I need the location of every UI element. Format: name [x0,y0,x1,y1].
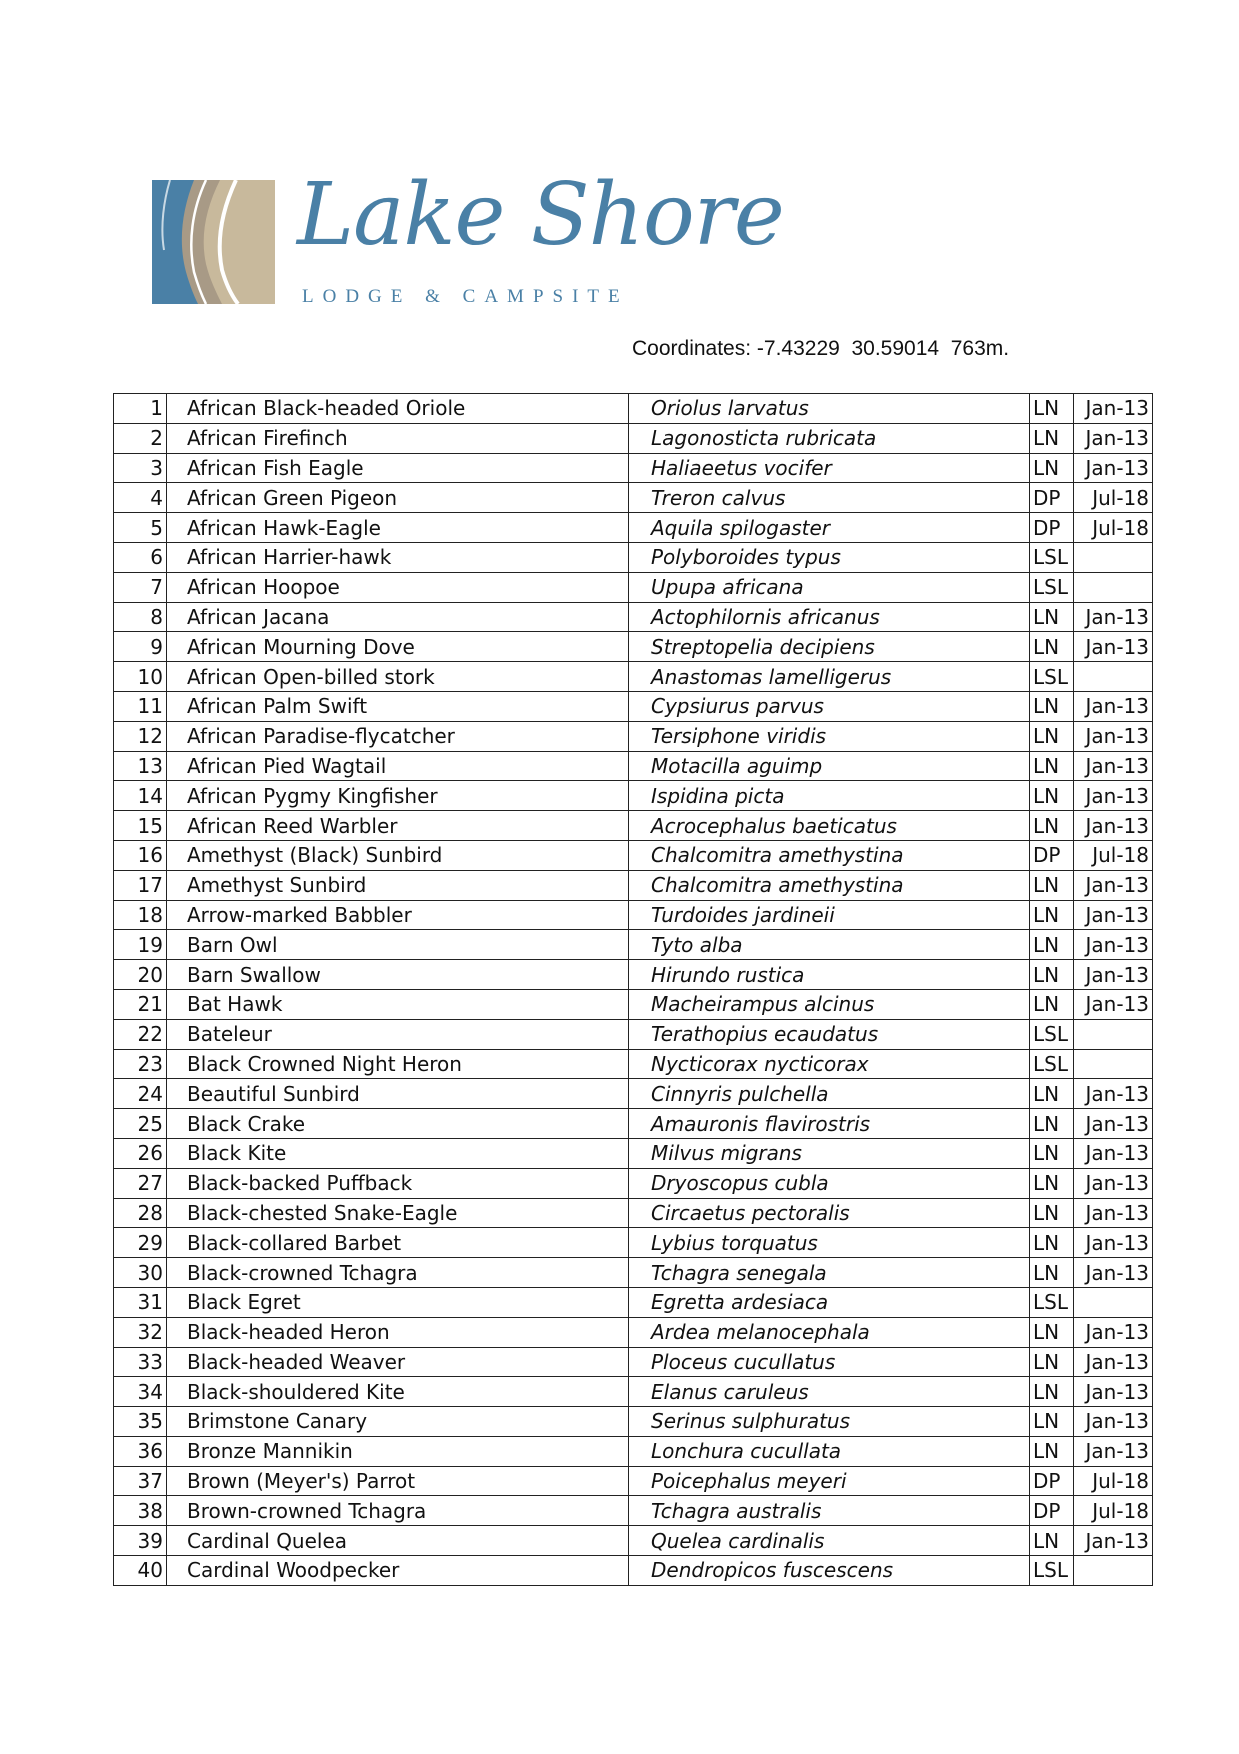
common-name: Brown-crowned Tchagra [167,1496,629,1526]
scientific-name: Treron calvus [629,483,1030,513]
scientific-name: Actophilornis africanus [629,602,1030,632]
lake-shore-logo [152,165,784,317]
row-number: 9 [114,632,167,662]
common-name: African Jacana [167,602,629,632]
row-number: 11 [114,691,167,721]
table-row [114,960,1153,990]
scientific-name: Chalcomitra amethystina [629,870,1030,900]
table-row [114,483,1153,513]
scientific-name: Anastomas lamelligerus [629,662,1030,692]
common-name: African Firefinch [167,423,629,453]
location-code: LN [1030,394,1074,424]
sighting-date: Jan-13 [1074,870,1153,900]
location-code: LSL [1030,572,1074,602]
scientific-name: Circaetus pectoralis [629,1198,1030,1228]
location-code: LN [1030,1347,1074,1377]
table-row [114,691,1153,721]
row-number: 8 [114,602,167,632]
row-number: 5 [114,513,167,543]
row-number: 30 [114,1258,167,1288]
common-name: Barn Swallow [167,960,629,990]
common-name: Black Crake [167,1109,629,1139]
scientific-name: Tyto alba [629,930,1030,960]
location-code: LN [1030,1377,1074,1407]
row-number: 13 [114,751,167,781]
sighting-date [1074,1049,1153,1079]
table-row [114,781,1153,811]
row-number: 3 [114,453,167,483]
sighting-date [1074,1019,1153,1049]
scientific-name: Ispidina picta [629,781,1030,811]
location-code: LSL [1030,662,1074,692]
logo-subtitle: LODGE & CAMPSITE [302,286,629,307]
common-name: African Palm Swift [167,691,629,721]
logo-title: Lake Shore [297,165,784,265]
common-name: Arrow-marked Babbler [167,900,629,930]
common-name: Black-chested Snake-Eagle [167,1198,629,1228]
common-name: African Fish Eagle [167,453,629,483]
table-row [114,1436,1153,1466]
table-row [114,840,1153,870]
common-name: African Paradise-flycatcher [167,721,629,751]
location-code: LSL [1030,1049,1074,1079]
scientific-name: Ploceus cucullatus [629,1347,1030,1377]
location-code: LSL [1030,1556,1074,1586]
row-number: 18 [114,900,167,930]
table-row [114,811,1153,841]
scientific-name: Motacilla aguimp [629,751,1030,781]
sighting-date: Jan-13 [1074,1138,1153,1168]
table-row [114,513,1153,543]
sighting-date: Jan-13 [1074,602,1153,632]
sighting-date: Jul-18 [1074,1496,1153,1526]
common-name: Brown (Meyer's) Parrot [167,1466,629,1496]
scientific-name: Terathopius ecaudatus [629,1019,1030,1049]
table-row [114,930,1153,960]
sighting-date: Jul-18 [1074,513,1153,543]
location-code: LN [1030,691,1074,721]
common-name: African Pied Wagtail [167,751,629,781]
row-number: 2 [114,423,167,453]
location-code: LN [1030,751,1074,781]
row-number: 28 [114,1198,167,1228]
location-code: LN [1030,632,1074,662]
sighting-date [1074,542,1153,572]
table-row [114,1377,1153,1407]
sighting-date: Jan-13 [1074,394,1153,424]
location-code: LN [1030,1258,1074,1288]
table-row [114,1317,1153,1347]
row-number: 6 [114,542,167,572]
common-name: Amethyst Sunbird [167,870,629,900]
sighting-date: Jan-13 [1074,900,1153,930]
sighting-date: Jan-13 [1074,960,1153,990]
row-number: 38 [114,1496,167,1526]
scientific-name: Hirundo rustica [629,960,1030,990]
row-number: 4 [114,483,167,513]
common-name: Black-collared Barbet [167,1228,629,1258]
table-row [114,1079,1153,1109]
common-name: Amethyst (Black) Sunbird [167,840,629,870]
common-name: African Black-headed Oriole [167,394,629,424]
row-number: 19 [114,930,167,960]
location-code: LN [1030,453,1074,483]
logo-wave-mark [152,180,275,304]
location-code: LN [1030,930,1074,960]
row-number: 36 [114,1436,167,1466]
location-code: LN [1030,1138,1074,1168]
location-code: DP [1030,1466,1074,1496]
sighting-date: Jan-13 [1074,751,1153,781]
row-number: 29 [114,1228,167,1258]
common-name: Brimstone Canary [167,1407,629,1437]
common-name: Cardinal Woodpecker [167,1556,629,1586]
scientific-name: Ardea melanocephala [629,1317,1030,1347]
scientific-name: Lonchura cucullata [629,1436,1030,1466]
row-number: 25 [114,1109,167,1139]
sighting-date: Jan-13 [1074,1526,1153,1556]
location-code: LN [1030,1228,1074,1258]
table-row [114,1556,1153,1586]
table-row [114,1228,1153,1258]
common-name: Black-crowned Tchagra [167,1258,629,1288]
location-code: DP [1030,513,1074,543]
row-number: 34 [114,1377,167,1407]
row-number: 16 [114,840,167,870]
location-code: LN [1030,1198,1074,1228]
sighting-date: Jan-13 [1074,453,1153,483]
scientific-name: Streptopelia decipiens [629,632,1030,662]
scientific-name: Haliaeetus vocifer [629,453,1030,483]
row-number: 33 [114,1347,167,1377]
common-name: Black-headed Weaver [167,1347,629,1377]
scientific-name: Lybius torquatus [629,1228,1030,1258]
table-row [114,1049,1153,1079]
common-name: Black-headed Heron [167,1317,629,1347]
common-name: African Mourning Dove [167,632,629,662]
row-number: 39 [114,1526,167,1556]
table-row [114,1198,1153,1228]
common-name: African Harrier-hawk [167,542,629,572]
scientific-name: Tersiphone viridis [629,721,1030,751]
table-row [114,989,1153,1019]
sighting-date: Jul-18 [1074,1466,1153,1496]
sighting-date: Jan-13 [1074,1317,1153,1347]
bird-species-table [113,393,1153,1586]
scientific-name: Quelea cardinalis [629,1526,1030,1556]
common-name: Cardinal Quelea [167,1526,629,1556]
row-number: 32 [114,1317,167,1347]
scientific-name: Elanus caruleus [629,1377,1030,1407]
sighting-date: Jul-18 [1074,840,1153,870]
scientific-name: Cinnyris pulchella [629,1079,1030,1109]
location-code: LN [1030,960,1074,990]
location-code: LN [1030,1168,1074,1198]
scientific-name: Oriolus larvatus [629,394,1030,424]
scientific-name: Dendropicos fuscescens [629,1556,1030,1586]
sighting-date [1074,572,1153,602]
location-code: LN [1030,602,1074,632]
location-code: DP [1030,1496,1074,1526]
sighting-date: Jul-18 [1074,483,1153,513]
common-name: African Green Pigeon [167,483,629,513]
scientific-name: Upupa africana [629,572,1030,602]
common-name: African Hawk-Eagle [167,513,629,543]
scientific-name: Amauronis flavirostris [629,1109,1030,1139]
common-name: African Reed Warbler [167,811,629,841]
row-number: 1 [114,394,167,424]
row-number: 24 [114,1079,167,1109]
common-name: Bateleur [167,1019,629,1049]
sighting-date: Jan-13 [1074,691,1153,721]
common-name: African Pygmy Kingfisher [167,781,629,811]
table-row [114,870,1153,900]
table-row [114,602,1153,632]
table-row [114,572,1153,602]
row-number: 12 [114,721,167,751]
sighting-date: Jan-13 [1074,989,1153,1019]
common-name: Beautiful Sunbird [167,1079,629,1109]
scientific-name: Nycticorax nycticorax [629,1049,1030,1079]
location-code: LN [1030,1317,1074,1347]
scientific-name: Acrocephalus baeticatus [629,811,1030,841]
common-name: Bronze Mannikin [167,1436,629,1466]
common-name: Black-shouldered Kite [167,1377,629,1407]
table-row [114,751,1153,781]
scientific-name: Polyboroides typus [629,542,1030,572]
location-code: DP [1030,840,1074,870]
location-code: LN [1030,989,1074,1019]
sighting-date: Jan-13 [1074,1347,1153,1377]
common-name: Bat Hawk [167,989,629,1019]
row-number: 14 [114,781,167,811]
table-row [114,423,1153,453]
scientific-name: Dryoscopus cubla [629,1168,1030,1198]
row-number: 15 [114,811,167,841]
row-number: 37 [114,1466,167,1496]
row-number: 31 [114,1287,167,1317]
location-code: LN [1030,870,1074,900]
table-row [114,1287,1153,1317]
sighting-date: Jan-13 [1074,1109,1153,1139]
row-number: 7 [114,572,167,602]
sighting-date: Jan-13 [1074,781,1153,811]
common-name: Black Kite [167,1138,629,1168]
location-code: LN [1030,423,1074,453]
sighting-date: Jan-13 [1074,632,1153,662]
scientific-name: Egretta ardesiaca [629,1287,1030,1317]
scientific-name: Macheirampus alcinus [629,989,1030,1019]
scientific-name: Tchagra senegala [629,1258,1030,1288]
coordinates-text: Coordinates: -7.43229 30.59014 763m. [632,337,1010,360]
sighting-date: Jan-13 [1074,811,1153,841]
scientific-name: Tchagra australis [629,1496,1030,1526]
table-row [114,1019,1153,1049]
location-code: LN [1030,1109,1074,1139]
common-name: Black-backed Puffback [167,1168,629,1198]
location-code: LSL [1030,1019,1074,1049]
row-number: 17 [114,870,167,900]
row-number: 10 [114,662,167,692]
table-row [114,1258,1153,1288]
sighting-date: Jan-13 [1074,1079,1153,1109]
scientific-name: Milvus migrans [629,1138,1030,1168]
row-number: 20 [114,960,167,990]
row-number: 22 [114,1019,167,1049]
table-row [114,1109,1153,1139]
common-name: Barn Owl [167,930,629,960]
location-code: LSL [1030,542,1074,572]
common-name: African Open-billed stork [167,662,629,692]
sighting-date: Jan-13 [1074,423,1153,453]
scientific-name: Lagonosticta rubricata [629,423,1030,453]
table-row [114,1407,1153,1437]
table-row [114,1168,1153,1198]
location-code: LN [1030,1436,1074,1466]
common-name: Black Egret [167,1287,629,1317]
location-code: LN [1030,781,1074,811]
sighting-date: Jan-13 [1074,721,1153,751]
scientific-name: Cypsiurus parvus [629,691,1030,721]
table-row [114,1347,1153,1377]
row-number: 35 [114,1407,167,1437]
location-code: DP [1030,483,1074,513]
table-row [114,1496,1153,1526]
sighting-date: Jan-13 [1074,1228,1153,1258]
sighting-date: Jan-13 [1074,930,1153,960]
row-number: 27 [114,1168,167,1198]
table-row [114,394,1153,424]
table-row [114,453,1153,483]
scientific-name: Serinus sulphuratus [629,1407,1030,1437]
location-code: LN [1030,1526,1074,1556]
location-code: LSL [1030,1287,1074,1317]
sighting-date: Jan-13 [1074,1258,1153,1288]
sighting-date: Jan-13 [1074,1407,1153,1437]
location-code: LN [1030,1407,1074,1437]
scientific-name: Poicephalus meyeri [629,1466,1030,1496]
scientific-name: Aquila spilogaster [629,513,1030,543]
table-row [114,542,1153,572]
sighting-date: Jan-13 [1074,1377,1153,1407]
location-code: LN [1030,900,1074,930]
row-number: 26 [114,1138,167,1168]
row-number: 40 [114,1556,167,1586]
table-row [114,900,1153,930]
common-name: African Hoopoe [167,572,629,602]
row-number: 23 [114,1049,167,1079]
location-code: LN [1030,721,1074,751]
sighting-date: Jan-13 [1074,1198,1153,1228]
table-row [114,721,1153,751]
table-row [114,1466,1153,1496]
sighting-date: Jan-13 [1074,1168,1153,1198]
scientific-name: Turdoides jardineii [629,900,1030,930]
scientific-name: Chalcomitra amethystina [629,840,1030,870]
location-code: LN [1030,811,1074,841]
location-code: LN [1030,1079,1074,1109]
sighting-date [1074,662,1153,692]
sighting-date [1074,1556,1153,1586]
table-row [114,662,1153,692]
table-row [114,632,1153,662]
sighting-date [1074,1287,1153,1317]
sighting-date: Jan-13 [1074,1436,1153,1466]
row-number: 21 [114,989,167,1019]
table-row [114,1138,1153,1168]
common-name: Black Crowned Night Heron [167,1049,629,1079]
table-row [114,1526,1153,1556]
bird-table-body [114,394,1153,1586]
